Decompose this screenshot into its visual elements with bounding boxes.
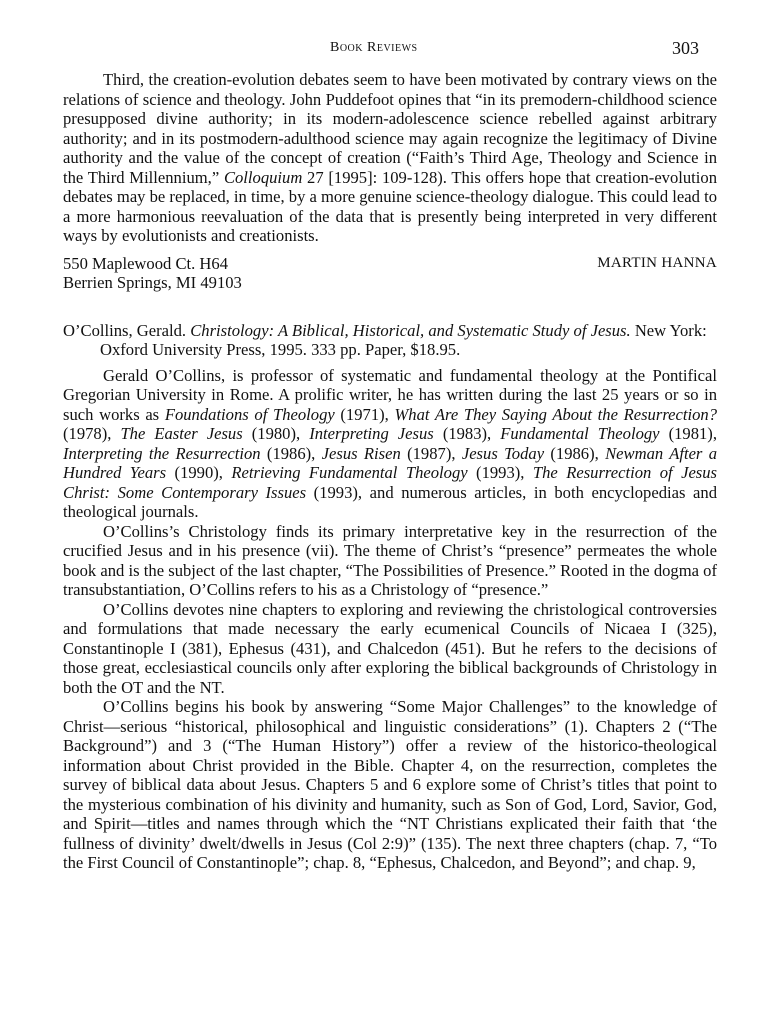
section-title: Book Reviews <box>330 40 418 55</box>
review-paragraph-1: Gerald O’Collins, is professor of systematic and fundamental theology at the Pontifical Gregorian University in Rome. A prolific writer, he has written during the last 25 years or so in such works as Foundations of Theology (1971), What Are They Saying About the Resurrection? (1978), The Easter Jesus (1980), Interpreting Jesus (1983), Fundamental Theology (1981), Interpreting the Resurrection (1986), Jesus Risen (1987), Jesus Today (1986), Newman After a Hundred Years (1990), Retrieving Fundamental Theology (1993), The Resurrection of Jesus Christ: Some Contemporary Issues (1993), and numerous articles, in both encyclopedias and theological journals. <box>63 365 718 521</box>
reviewer-name: MARTIN HANNA <box>597 254 717 271</box>
page-body <box>63 70 717 873</box>
review-text <box>63 366 717 873</box>
book-publication: New York: Oxford University Press, 1995. 333 pp. Paper, $18.95. <box>100 320 707 359</box>
book-author: O’Collins, Gerald. <box>63 320 191 340</box>
address-line-1: 550 Maplewood Ct. H64 <box>63 253 229 273</box>
journal-title: Colloquium <box>223 167 303 187</box>
reviewer-address <box>63 254 242 293</box>
book-citation <box>63 321 717 360</box>
address-line-2: Berrien Springs, MI 49103 <box>63 273 242 292</box>
prior-review-paragraph: Third, the creation-evolution debates seem to have been motivated by contrary views on the relations of science and theology. John Puddefoot opines that “in its premodern-childhood science presupposed divine authority; in its modern-adolescence science rebelled against arbitrary authority; and in its postmodern-adulthood science may again recognize the legitimacy of Divine authority and the value of the concept of creation (“Faith’s Third Age, Theology and Science in the Third Millennium,” Colloquium 27 [1995]: 109-128). This offers hope that creation-evolution debates may be replaced, in time, by a more genuine science-theology dialogue. This could lead to a more harmonious reevaluation of the data that is presently being interpreted in very different ways by evolutionists and creationists. <box>63 70 718 245</box>
running-head <box>0 38 768 60</box>
book-title: Christology: A Biblical, Historical, and Systematic Study of Jesus. <box>190 320 631 340</box>
reviewer-signature <box>63 254 717 293</box>
review-paragraph-2: O’Collins’s Christology finds its primary interpretative key in the resurrection of the crucified Jesus and in his presence (vii). The theme of Christ’s “presence” permeates the whole book and is the subject of the last chapter, “The Possibilities of Presence.” Rooted in the dogma of transubstantiation, O’Collins refers to his as a Christology of “presence.” <box>63 521 717 599</box>
review-paragraph-3: O’Collins devotes nine chapters to exploring and reviewing the christological controversies and formulations that made necessary the early ecumenical Councils of Nicaea I (325), Constantinople I (381), Ephesus (431), and Chalcedon (451). But he refers to the decisions of those great, ecclesiastical councils only after exploring the biblical backgrounds of Christology in both the OT and the NT. <box>63 599 717 697</box>
review-paragraph-4: O’Collins begins his book by answering “Some Major Challenges” to the knowledge of Christ—serious “historical, philosophical and linguistic considerations” (1). Chapters 2 (“The Background”) and 3 (“The Human History”) offer a review of the historico-theological information about Christ provided in the Bible. Chapter 4, on the resurrection, completes the survey of biblical data about Jesus. Chapters 5 and 6 explore some of Christ’s titles that point to the mysterious combination of his divinity and humanity, such as Son of God, Lord, Savior, God, and Spirit—titles and names through which the “NT Christians explicated their faith that ‘the fullness of divinity’ dwelt/dwells in Jesus (Col 2:9)” (135). The next three chapters (chap. 7, “To the First Council of Constantinople”; chap. 8, “Ephesus, Chalcedon, and Beyond”; and chap. 9, <box>63 697 717 872</box>
page-number: 303 <box>672 38 699 58</box>
